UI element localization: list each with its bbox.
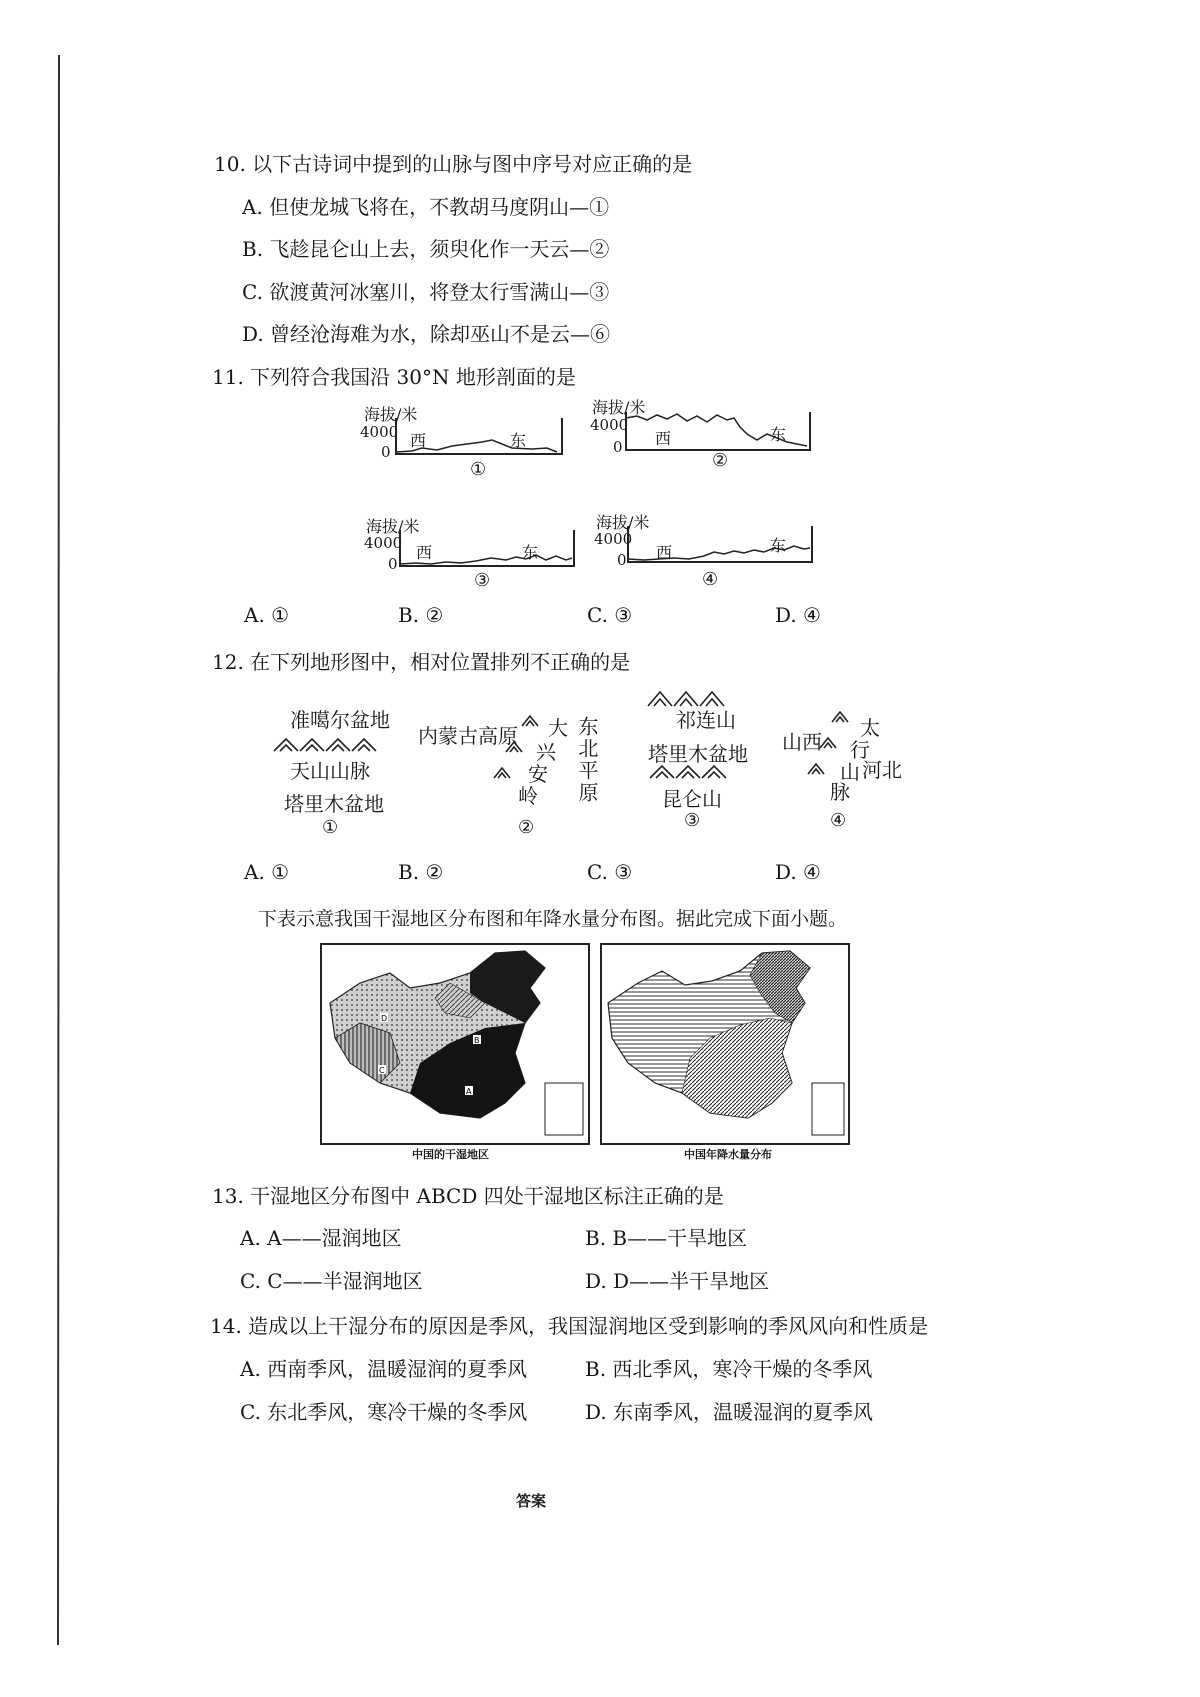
map-mark-c: C	[379, 1066, 385, 1075]
map-mark-d: D	[381, 1014, 388, 1023]
q10-option-d[interactable]: D. 曾经沧海难为水，除却巫山不是云—⑥	[242, 322, 611, 346]
q13-option-a[interactable]: A. A——湿润地区	[240, 1226, 402, 1250]
profile-east: 东	[522, 543, 539, 562]
fig4-range-char: 行	[850, 738, 870, 762]
fig4-range-char: 太	[860, 716, 880, 740]
fig2-left-label: 内蒙古高原	[418, 724, 518, 748]
profile-west: 西	[656, 543, 673, 562]
fig4-right-label: 河北	[862, 758, 902, 782]
mountain-icon	[272, 737, 384, 757]
profile-tick-top: 4000	[590, 416, 629, 434]
map-mark-a: A	[466, 1087, 472, 1096]
profile-4-chart	[624, 526, 816, 566]
q11-option-c[interactable]: C. ③	[587, 603, 633, 627]
fig4-range-char: 山	[840, 760, 860, 784]
profile-east: 东	[770, 425, 787, 444]
q10-option-b[interactable]: B. 飞趁昆仑山上去，须臾化作一天云—②	[242, 237, 610, 261]
q10-option-c[interactable]: C. 欲渡黄河冰塞川，将登太行雪满山—③	[242, 280, 610, 304]
profile-number: ③	[474, 570, 491, 591]
q14-stem: 14. 造成以上干湿分布的原因是季风，我国湿润地区受到影响的季风风向和性质是	[210, 1314, 929, 1338]
profile-tick-bottom: 0	[617, 551, 627, 569]
profile-ylabel: 海拔/米	[596, 513, 650, 532]
profile-number: ②	[712, 450, 729, 471]
fig-number: ②	[518, 817, 535, 838]
q12-option-a[interactable]: A. ①	[244, 860, 290, 884]
q13-option-c[interactable]: C. C——半湿润地区	[240, 1269, 423, 1293]
fig-number: ①	[322, 817, 339, 838]
fig3-bottom-label: 昆仑山	[662, 787, 722, 811]
q13-option-d[interactable]: D. D——半干旱地区	[585, 1269, 770, 1293]
profile-east: 东	[770, 536, 787, 555]
q11-option-b[interactable]: B. ②	[398, 603, 444, 627]
profile-west: 西	[416, 543, 433, 562]
profile-tick-bottom: 0	[381, 443, 391, 461]
q12-option-d[interactable]: D. ④	[775, 860, 821, 884]
fig2-range-char: 安	[528, 762, 548, 786]
fig4-range-char: 脉	[830, 780, 850, 804]
fig2-range-char: 兴	[536, 740, 556, 764]
q11-stem: 11. 下列符合我国沿 30°N 地形剖面的是	[212, 365, 576, 389]
q12-option-b[interactable]: B. ②	[398, 860, 444, 884]
q12-option-c[interactable]: C. ③	[587, 860, 633, 884]
q10-option-a[interactable]: A. 但使龙城飞将在，不教胡马度阴山—①	[242, 195, 610, 219]
profile-east: 东	[510, 431, 527, 450]
left-map-caption: 中国的干湿地区	[412, 1148, 489, 1161]
precipitation-map	[600, 943, 850, 1145]
margin-line	[55, 55, 63, 1645]
profile-tick-top: 4000	[364, 534, 403, 552]
fig1-mid-label: 天山山脉	[290, 759, 370, 783]
fig3-mid-label: 塔里木盆地	[648, 742, 748, 766]
map-mark-b: B	[474, 1036, 480, 1045]
fig2-range-char: 大	[548, 716, 568, 740]
fig-number: ③	[684, 810, 701, 831]
fig3-top-label: 祁连山	[676, 708, 736, 732]
profile-tick-bottom: 0	[613, 438, 623, 456]
fig1-bottom-label: 塔里木盆地	[284, 792, 384, 816]
q10-stem: 10. 以下古诗词中提到的山脉与图中序号对应正确的是	[214, 152, 693, 176]
fig1-top-label: 准噶尔盆地	[290, 708, 390, 732]
mountain-icon	[648, 762, 734, 782]
q11-option-a[interactable]: A. ①	[244, 603, 290, 627]
profile-ylabel: 海拔/米	[592, 398, 646, 417]
section-intro: 下表示意我国干湿地区分布图和年降水量分布图。据此完成下面小题。	[258, 908, 848, 930]
q13-stem: 13. 干湿地区分布图中 ABCD 四处干湿地区标注正确的是	[212, 1184, 724, 1208]
q13-option-b[interactable]: B. B——干旱地区	[585, 1226, 748, 1250]
fig2-range-char: 岭	[518, 784, 538, 808]
profile-tick-top: 4000	[360, 423, 399, 441]
profile-ylabel: 海拔/米	[364, 405, 418, 424]
profile-tick-bottom: 0	[388, 555, 398, 573]
fig2-right-label: 东北平原	[575, 716, 599, 804]
dry-wet-map	[320, 943, 590, 1145]
profile-number: ④	[702, 569, 719, 590]
page-footer: 答案	[516, 1492, 547, 1510]
profile-ylabel: 海拔/米	[366, 517, 420, 536]
q14-option-b[interactable]: B. 西北季风，寒冷干燥的冬季风	[585, 1357, 873, 1381]
fig-number: ④	[830, 810, 847, 831]
profile-west: 西	[410, 431, 427, 450]
right-map-caption: 中国年降水量分布	[684, 1148, 772, 1161]
profile-tick-top: 4000	[594, 530, 633, 548]
q12-stem: 12. 在下列地形图中，相对位置排列不正确的是	[212, 650, 631, 674]
profile-number: ①	[470, 459, 487, 480]
q14-option-c[interactable]: C. 东北季风，寒冷干燥的冬季风	[240, 1400, 528, 1424]
q11-option-d[interactable]: D. ④	[775, 603, 821, 627]
profile-west: 西	[655, 429, 672, 448]
q14-option-a[interactable]: A. 西南季风，温暖湿润的夏季风	[240, 1357, 528, 1381]
q14-option-d[interactable]: D. 东南季风，温暖湿润的夏季风	[585, 1400, 874, 1424]
fig4-left-label: 山西	[782, 730, 822, 754]
